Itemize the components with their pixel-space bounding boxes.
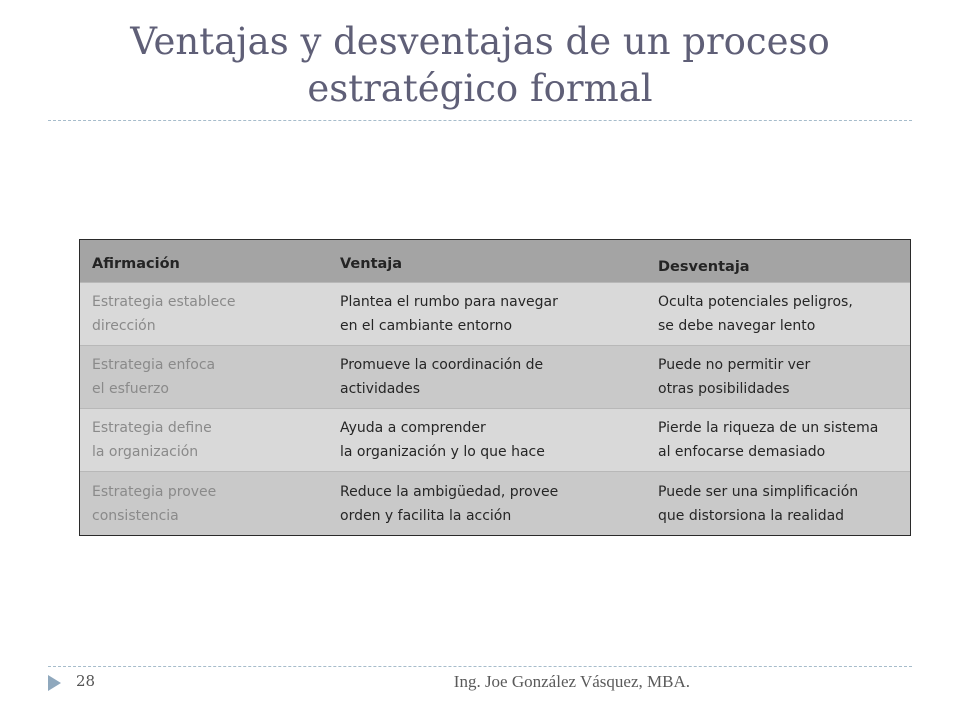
slide-title-line-2: estratégico formal bbox=[307, 67, 653, 110]
footer-divider bbox=[48, 666, 912, 667]
scanned-table-image bbox=[79, 239, 911, 536]
cell-line: Estrategia define bbox=[92, 420, 212, 437]
cell-ventaja bbox=[328, 472, 646, 535]
cell-line: Estrategia provee bbox=[92, 483, 217, 500]
cell-line: la organización y lo que hace bbox=[340, 444, 545, 461]
cell-ventaja bbox=[328, 409, 646, 472]
cell-line: Pierde la riqueza de un sistema bbox=[658, 420, 879, 437]
cell-line: Oculta potenciales peligros, bbox=[658, 293, 853, 310]
cell-line: Puede ser una simplificación bbox=[658, 483, 859, 500]
slide-title-line-1: Ventajas y desventajas de un proceso bbox=[130, 20, 830, 63]
cell-desventaja bbox=[646, 345, 911, 408]
cell-desventaja bbox=[646, 409, 911, 472]
cell-line: orden y facilita la acción bbox=[340, 507, 512, 524]
cell-line: Reduce la ambigüedad, provee bbox=[340, 483, 559, 500]
table-row bbox=[80, 472, 911, 535]
cell-line: otras posibilidades bbox=[658, 380, 790, 397]
cell-line: consistencia bbox=[92, 507, 179, 524]
cell-line: en el cambiante entorno bbox=[340, 317, 513, 334]
cell-line: el esfuerzo bbox=[92, 380, 169, 397]
cell-line: Estrategia enfoca bbox=[92, 356, 216, 373]
cell-line: Puede no permitir ver bbox=[658, 356, 811, 373]
table-row bbox=[80, 345, 911, 408]
cell-desventaja bbox=[646, 282, 911, 345]
page-number: 28 bbox=[76, 672, 96, 690]
cell-afirmacion bbox=[80, 472, 328, 535]
cell-line: la organización bbox=[92, 444, 199, 461]
table-row bbox=[80, 282, 911, 345]
header-desventaja: Desventaja bbox=[658, 258, 750, 275]
cell-line: Promueve la coordinación de bbox=[340, 356, 544, 373]
table-header-row bbox=[80, 240, 911, 282]
cell-line: Plantea el rumbo para navegar bbox=[340, 293, 558, 310]
title-divider bbox=[48, 120, 912, 121]
cell-line: se debe navegar lento bbox=[658, 317, 816, 334]
cell-afirmacion bbox=[80, 282, 328, 345]
cell-afirmacion bbox=[80, 409, 328, 472]
header-ventaja: Ventaja bbox=[340, 255, 403, 272]
cell-line: Estrategia establece bbox=[92, 293, 236, 310]
footer-author: Ing. Joe González Vásquez, MBA. bbox=[453, 672, 690, 691]
cell-line: que distorsiona la realidad bbox=[658, 507, 845, 524]
cell-line: Ayuda a comprender bbox=[340, 420, 486, 437]
cell-line: al enfocarse demasiado bbox=[658, 444, 826, 461]
slide-title bbox=[40, 18, 920, 112]
triangle-bullet-icon bbox=[48, 675, 61, 691]
cell-ventaja bbox=[328, 282, 646, 345]
cell-ventaja bbox=[328, 345, 646, 408]
table-row bbox=[80, 409, 911, 472]
comparison-table bbox=[80, 240, 911, 535]
cell-line: dirección bbox=[92, 317, 156, 334]
header-afirmacion: Afirmación bbox=[92, 255, 180, 272]
cell-line: actividades bbox=[340, 380, 421, 397]
cell-afirmacion bbox=[80, 345, 328, 408]
cell-desventaja bbox=[646, 472, 911, 535]
